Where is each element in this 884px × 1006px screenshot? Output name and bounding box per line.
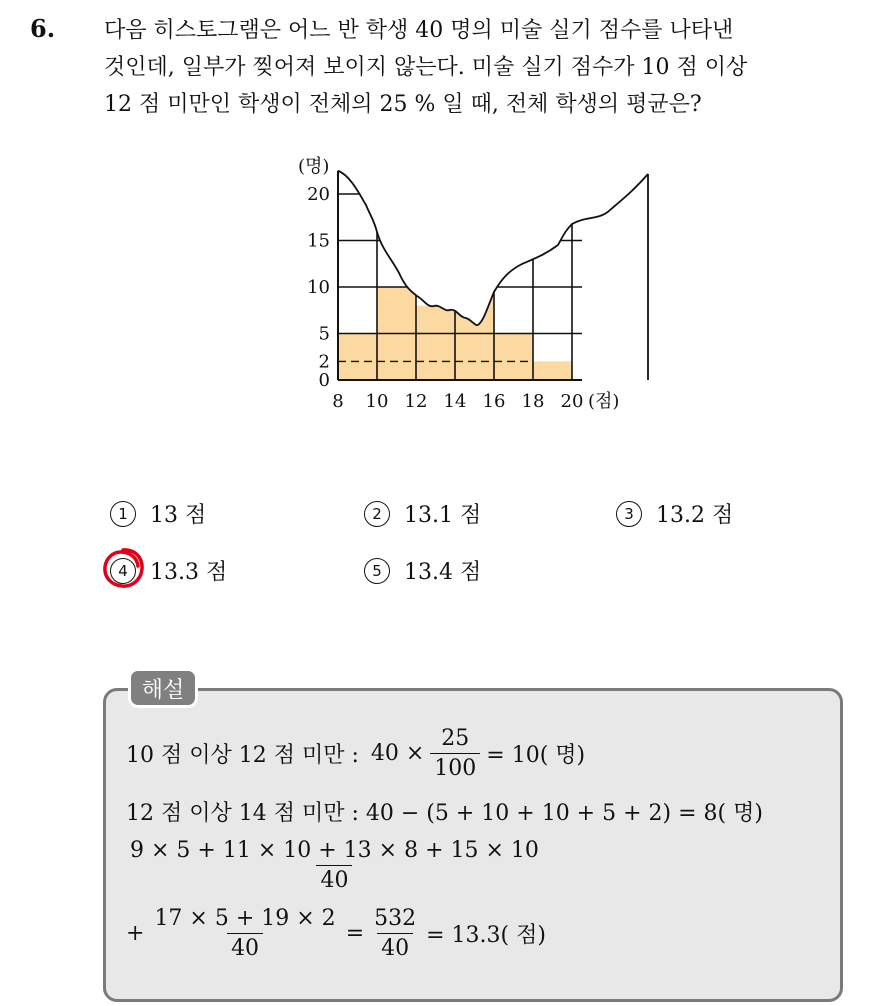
denominator: 40 [316, 865, 352, 893]
numerator: 532 [374, 906, 417, 931]
choice-label: 13.3 점 [150, 560, 228, 585]
question-line: 것인데, 일부가 찢어져 보이지 않는다. 미술 실기 점수가 10 점 이상 [104, 55, 748, 80]
x-tick-label: 20 [560, 391, 584, 412]
choice-1[interactable] [110, 498, 206, 529]
x-tick-label: 16 [482, 391, 506, 412]
numerator: 17 × 5 + 19 × 2 [154, 906, 336, 931]
denominator: 100 [430, 753, 480, 781]
solution-line-1 [126, 726, 585, 781]
x-tick-label: 8 [332, 391, 344, 412]
numerator: 25 [441, 726, 470, 751]
choice-2[interactable] [364, 498, 481, 529]
answer-circle-mark [101, 546, 145, 590]
y-axis-label: (명) [298, 156, 330, 177]
denominator: 40 [377, 933, 413, 961]
y-tick-label: 5 [318, 323, 330, 345]
x-tick-label: 18 [521, 391, 545, 412]
y-tick-label: 15 [307, 230, 330, 252]
choice-label: 13.4 점 [404, 560, 482, 585]
solution-tag: 해설 [128, 668, 198, 708]
question-number: 6. [30, 14, 56, 43]
x-tick-label: 12 [404, 391, 428, 412]
y-tick-label: 20 [307, 184, 330, 205]
histogram-bar [416, 306, 455, 380]
solution-line-2: 12 점 이상 14 점 미만 : 40 − (5 + 10 + 10 + 5 + 2) = 8( 명) [126, 801, 763, 826]
denominator: 40 [227, 933, 263, 961]
question-line: 다음 히스토그램은 어느 반 학생 40 명의 미술 실기 점수를 나타낸 [104, 18, 734, 43]
fraction [370, 906, 420, 961]
histogram-bar [533, 361, 572, 380]
choice-number: 5 [364, 558, 390, 584]
question-text [104, 12, 874, 123]
histogram-chart [290, 150, 680, 420]
solution-line-4 [126, 906, 546, 961]
solution-result: = 10( 명) [486, 743, 586, 768]
fraction [126, 838, 543, 893]
choice-label: 13.1 점 [404, 503, 482, 528]
fraction [150, 906, 339, 961]
equals-sign: = [345, 921, 365, 946]
x-tick-label: 10 [365, 391, 389, 412]
y-tick-label: 10 [307, 277, 330, 298]
plus-sign: + [126, 921, 145, 946]
fraction [430, 726, 480, 781]
y-tick-label: 2 [318, 351, 330, 373]
y-tick-label: 0 [318, 370, 330, 391]
choice-label: 13.2 점 [656, 503, 734, 528]
solution-result: = 13.3( 점) [426, 923, 546, 948]
choice-5[interactable] [364, 555, 481, 586]
x-axis-label: (점) [588, 391, 620, 412]
choice-number: 2 [364, 501, 390, 527]
choice-3[interactable] [616, 498, 733, 529]
choice-number: 1 [110, 501, 136, 527]
histogram-bar [338, 334, 377, 381]
choice-number: 4 [110, 558, 136, 584]
histogram-bar [494, 334, 533, 381]
numerator: 9 × 5 + 11 × 10 + 13 × 8 + 15 × 10 [130, 838, 539, 863]
choice-label: 13 점 [150, 503, 207, 528]
solution-line-3 [126, 838, 543, 893]
solution-expr: 40 × [370, 741, 425, 766]
x-tick-label: 14 [443, 391, 467, 412]
question-line: 12 점 미만인 학생이 전체의 25 % 일 때, 전체 학생의 평균은? [104, 92, 702, 117]
choice-number: 3 [616, 501, 642, 527]
solution-label: 10 점 이상 12 점 미만 : [126, 743, 359, 768]
